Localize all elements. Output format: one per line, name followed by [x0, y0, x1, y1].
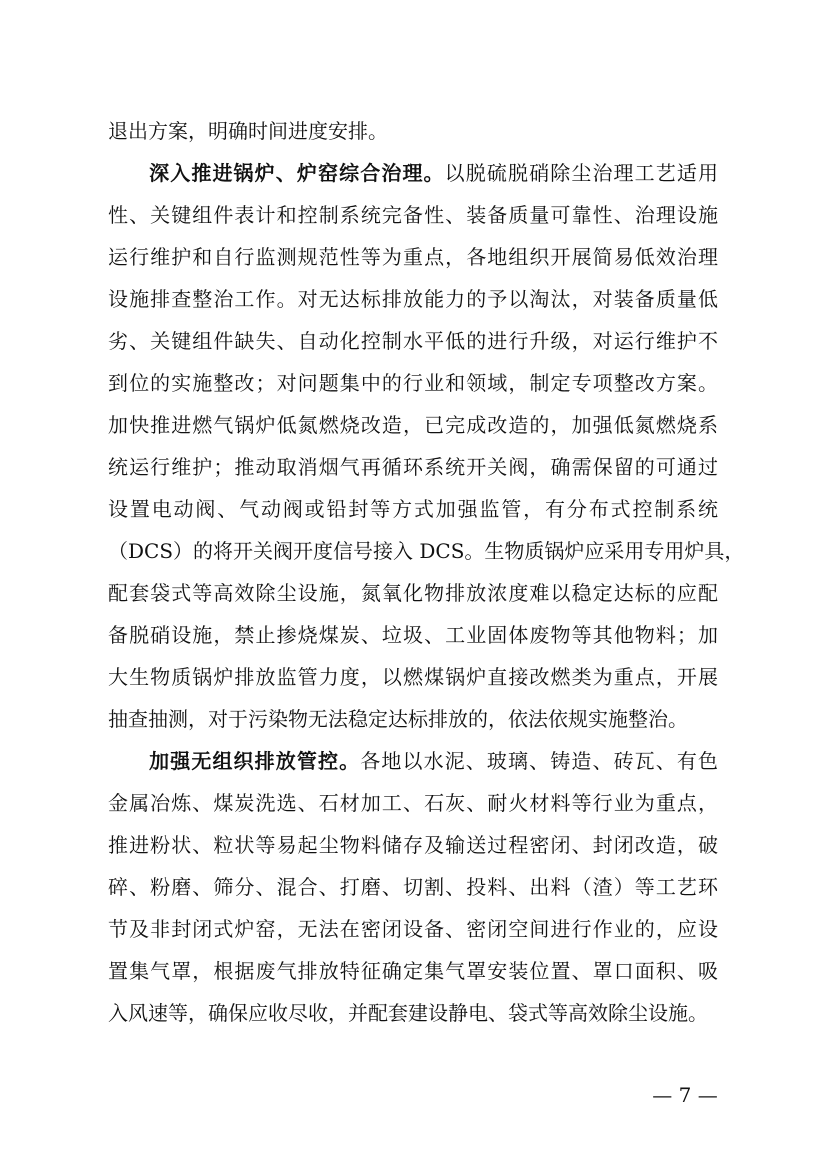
page-number: — 7 —	[652, 1083, 718, 1107]
text-line-11: （DCS）的将开关阀开度信号接入 DCS。生物质锅炉应采用专用炉具，	[108, 539, 745, 563]
text-line-3: 性、关键组件表计和控制系统完备性、装备质量可靠性、治理设施	[108, 203, 718, 227]
text-line-10: 设置电动阀、气动阀或铅封等方式加强监管，有分布式控制系统	[108, 497, 718, 521]
text-line-17: 金属冶炼、煤炭洗选、石材加工、石灰、耐火材料等行业为重点，	[108, 791, 718, 815]
text-line-8: 加快推进燃气锅炉低氮燃烧改造，已完成改造的，加强低氮燃烧系	[108, 413, 718, 437]
text-line-14: 大生物质锅炉排放监管力度，以燃煤锅炉直接改燃类为重点，开展	[108, 665, 718, 689]
text-line-18: 推进粉状、粒状等易起尘物料储存及输送过程密闭、封闭改造，破	[108, 833, 718, 857]
text-line-12: 配套袋式等高效除尘设施，氮氧化物排放浓度难以稳定达标的应配	[108, 581, 718, 605]
text-line-1: 退出方案，明确时间进度安排。	[108, 119, 388, 143]
text-line-7: 到位的实施整改；对问题集中的行业和领域，制定专项整改方案。	[108, 371, 718, 395]
text-line-2: 深入推进锅炉、炉窑综合治理。以脱硫脱硝除尘治理工艺适用	[148, 161, 719, 185]
text-line-6: 劣、关键组件缺失、自动化控制水平低的进行升级，对运行维护不	[108, 329, 718, 353]
text-line-21: 置集气罩，根据废气排放特征确定集气罩安装位置、罩口面积、吸	[108, 959, 718, 983]
text-line-22: 入风速等，确保应收尽收，并配套建设静电、袋式等高效除尘设施。	[108, 1001, 708, 1025]
text-line-20: 节及非封闭式炉窑，无法在密闭设备、密闭空间进行作业的，应设	[108, 917, 718, 941]
text-line-4: 运行维护和自行监测规范性等为重点，各地组织开展简易低效治理	[108, 245, 718, 269]
text-line-5: 设施排查整治工作。对无达标排放能力的予以淘汰，对装备质量低	[108, 287, 718, 311]
text-line-16: 加强无组织排放管控。各地以水泥、玻璃、铸造、砖瓦、有色	[148, 749, 719, 773]
text-line-19: 碎、粉磨、筛分、混合、打磨、切割、投料、出料（渣）等工艺环	[108, 875, 718, 899]
section-heading-boiler-kiln: 深入推进锅炉、炉窑综合治理。	[148, 161, 445, 185]
text-line-15: 抽查抽测，对于污染物无法稳定达标排放的，依法依规实施整治。	[108, 707, 688, 731]
text-line-13: 备脱硝设施，禁止掺烧煤炭、垃圾、工业固体废物等其他物料；加	[108, 623, 718, 647]
text-line-9: 统运行维护；推动取消烟气再循环系统开关阀，确需保留的可通过	[108, 455, 718, 479]
section-heading-fugitive-emissions: 加强无组织排放管控。	[148, 749, 361, 773]
